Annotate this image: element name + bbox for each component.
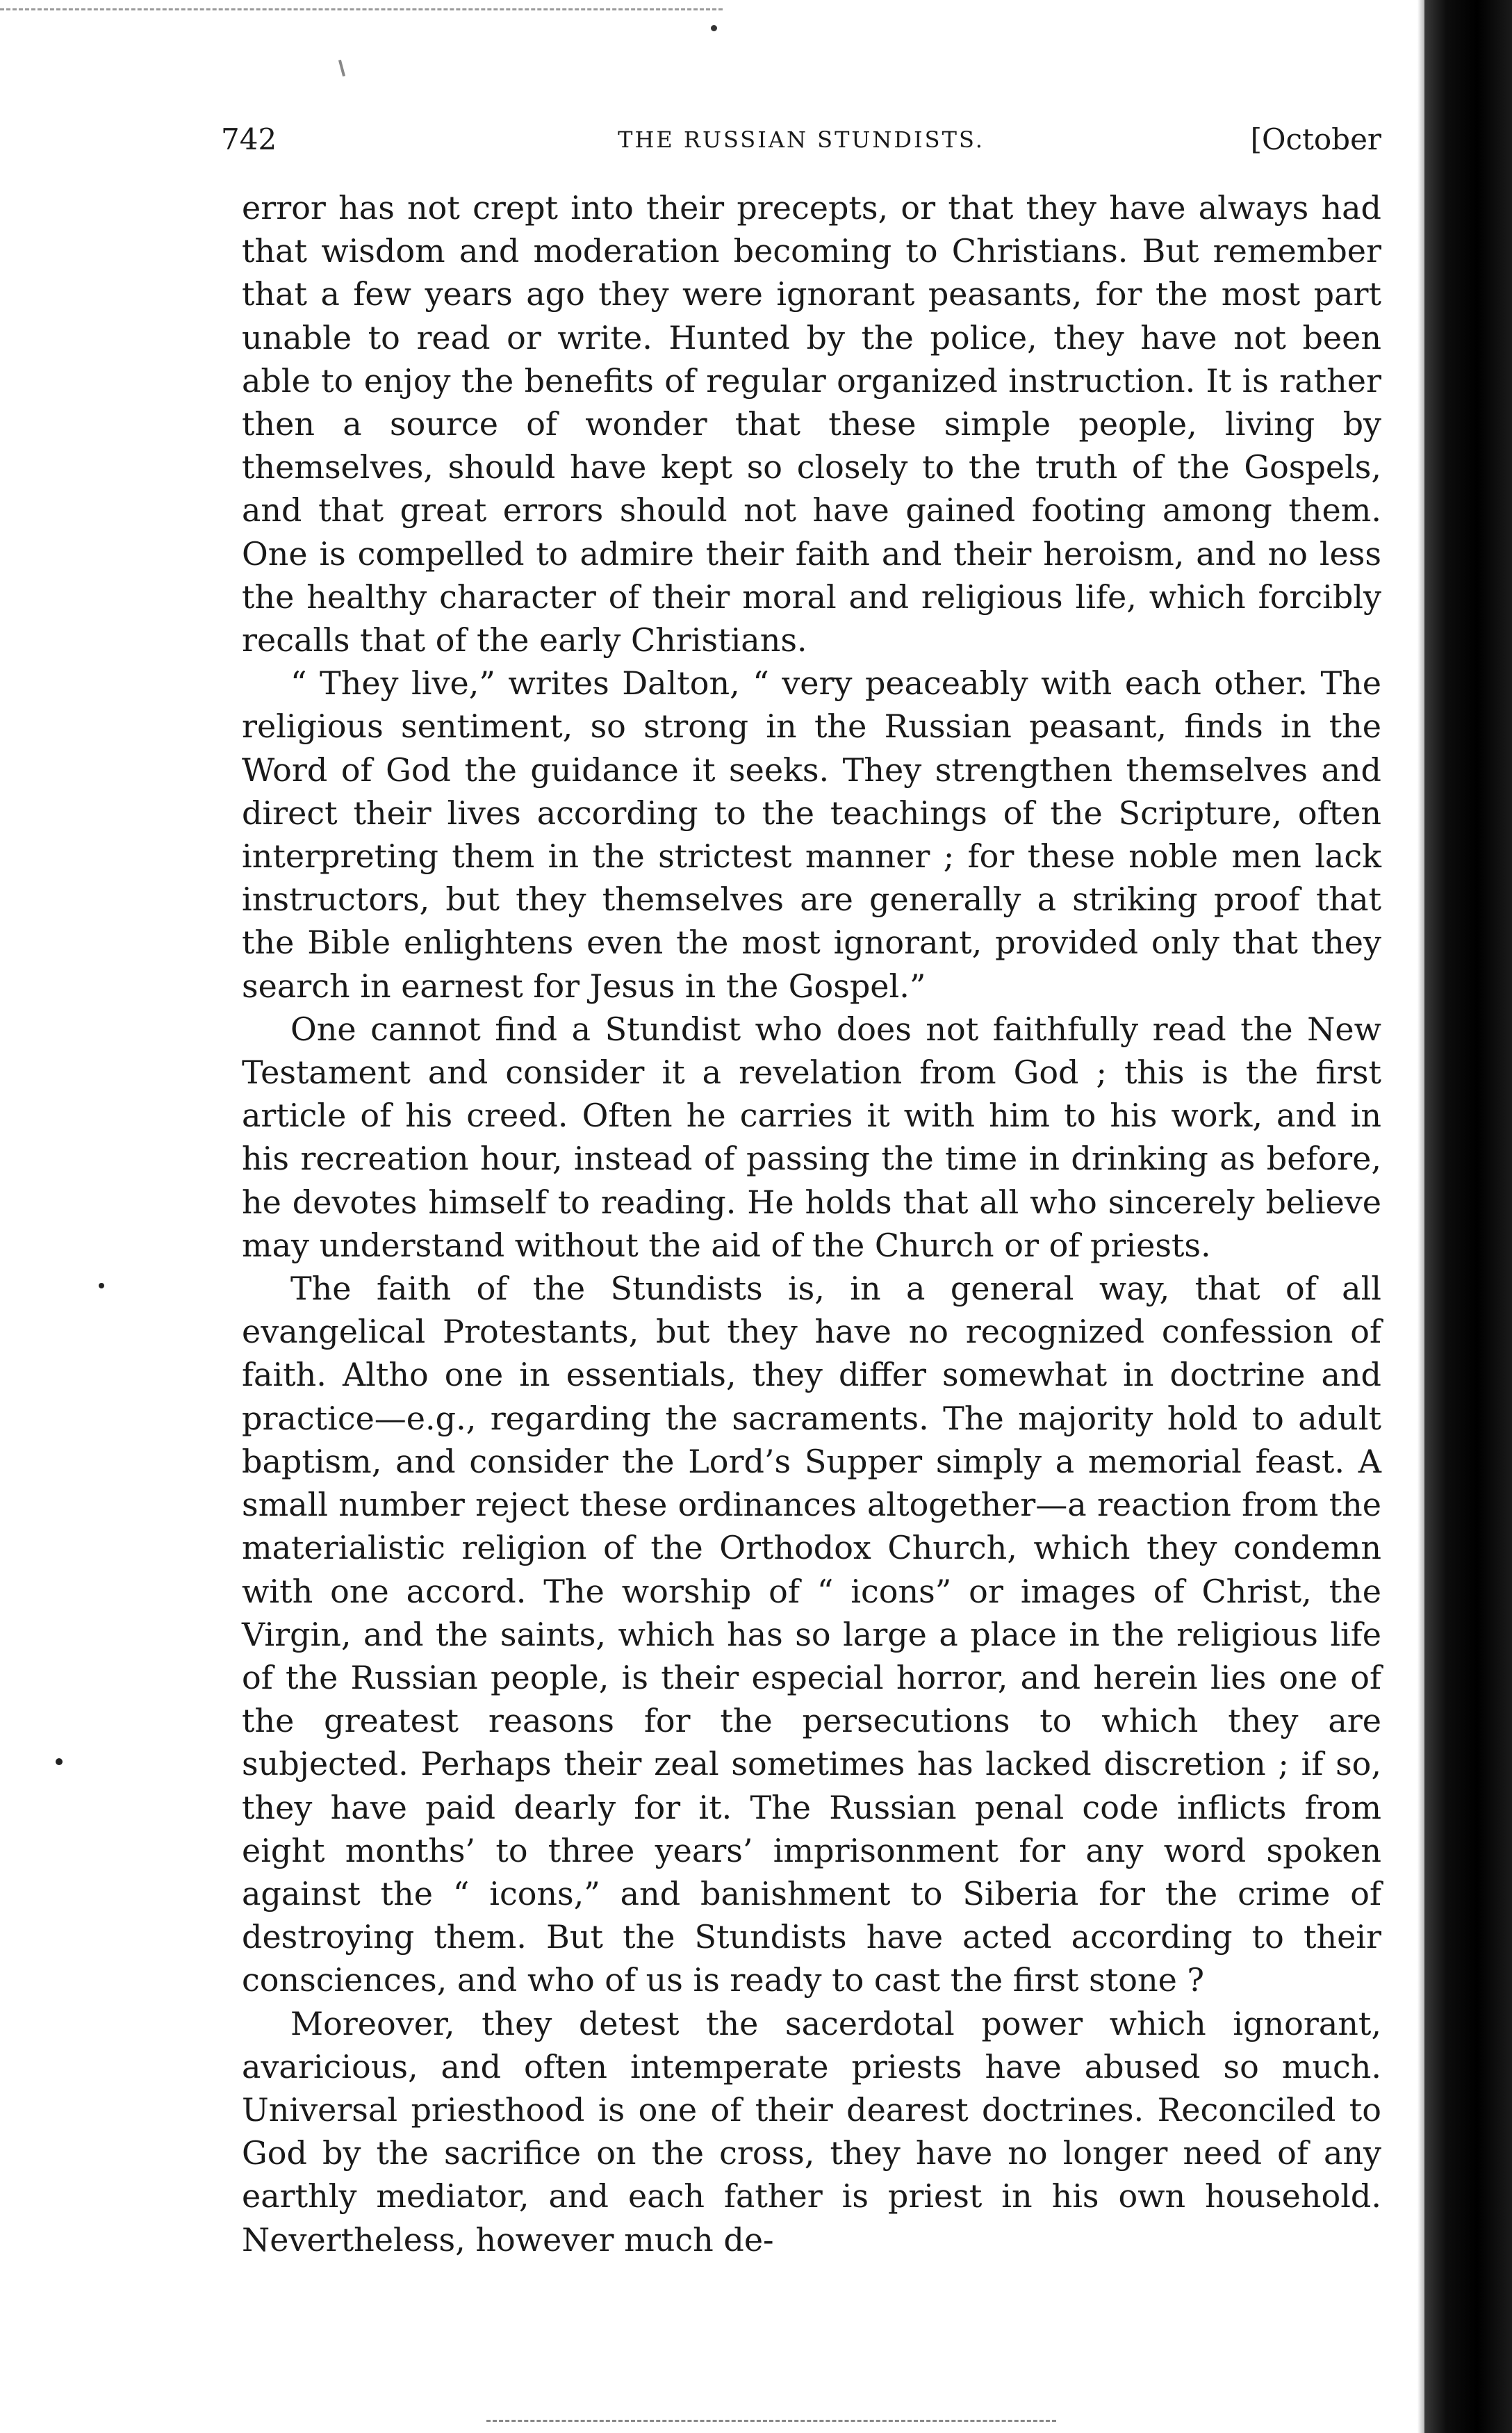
- paragraph: error has not crept into their precepts, or that they have always had that wisdom and moderation becoming to Christians. But remember that a few years ago they were ignorant peasants, for the most part unable to read or write. Hunted by the police, they have not been able to enjoy the benefits of regular organized instruction. It is rather then a source of wonder that these simple people, living by themselves, should have kept so closely to the truth of the Gospels, and that great errors should not have gained footing among them. One is compelled to admire their faith and their heroism, and no less the healthy character of their moral and religious life, which forcibly recalls that of the early Christians.: [242, 189, 1381, 660]
- header-month: [October: [1250, 122, 1381, 156]
- scan-mark: [338, 60, 345, 76]
- margin-speck: [56, 1758, 63, 1765]
- page-binding-edge: [1424, 0, 1512, 2433]
- top-scan-rule: [0, 8, 723, 10]
- paragraph: The faith of the Stundists is, in a general way, that of all evangelical Protestants, but they have no recognized confession of faith. Altho one in essentials, they differ somewhat in doctrine and practice—e.g., regarding the sacraments. The majority hold to adult baptism, and consider the Lord’s Supper simply a memorial feast. A small number reject these ordinances altogether—a reaction from the materialistic religion of the Orthodox Church, which they condemn with one accord. The worship of “ icons” or images of Christ, the Virgin, and the saints, which has so large a place in the religious life of the Russian people, is their especial horror, and herein lies one of the greatest reasons for the persecutions to which they are subjected. Perhaps their zeal sometimes has lacked discretion ; if so, they have paid dearly for it. The Russian penal code inflicts from eight months’ to three years’ imprisonment for any word spoken against the “ icons,” and banishment to Siberia for the crime of destroying them. But the Stundists have acted according to their consciences, and who of us is ready to cast the first stone ?: [242, 1270, 1381, 1999]
- paragraph: “ They live,” writes Dalton, “ very peaceably with each other. The religious sentiment, so strong in the Russian peasant, finds in the Word of God the guidance it seeks. They strengthen themselves and direct their lives according to the teachings of the Scripture, often interpreting them in the strictest manner ; for these noble men lack instructors, but they themselves are generally a striking proof that the Bible enlightens even the most ignorant, provided only that they search in earnest for Jesus in the Gospel.”: [242, 664, 1381, 1005]
- page-number: 742: [221, 122, 277, 156]
- bottom-scan-rule: [486, 2420, 1056, 2422]
- running-title: THE RUSSIAN STUNDISTS.: [618, 126, 985, 153]
- margin-speck: [99, 1283, 104, 1288]
- scan-speck: [711, 25, 717, 31]
- paragraph: Moreover, they detest the sacerdotal power which ignorant, avaricious, and often intemperate priests have abused so much. Universal priesthood is one of their dearest doctrines. Reconciled to God by the sacrifice on the cross, they have no longer need of any earthly mediator, and each father is priest in his own household. Nevertheless, however much de-: [242, 2004, 1381, 2259]
- text-column: [242, 186, 1381, 2261]
- page-header: [221, 117, 1381, 172]
- paragraph: One cannot find a Stundist who does not faithfully read the New Testament and consider it a revelation from God ; this is the first article of his creed. Often he carries it with him to his work, and in his recreation hour, instead of passing the time in drinking as before, he devotes himself to reading. He holds that all who sincerely believe may understand without the aid of the Church or of priests.: [242, 1010, 1381, 1264]
